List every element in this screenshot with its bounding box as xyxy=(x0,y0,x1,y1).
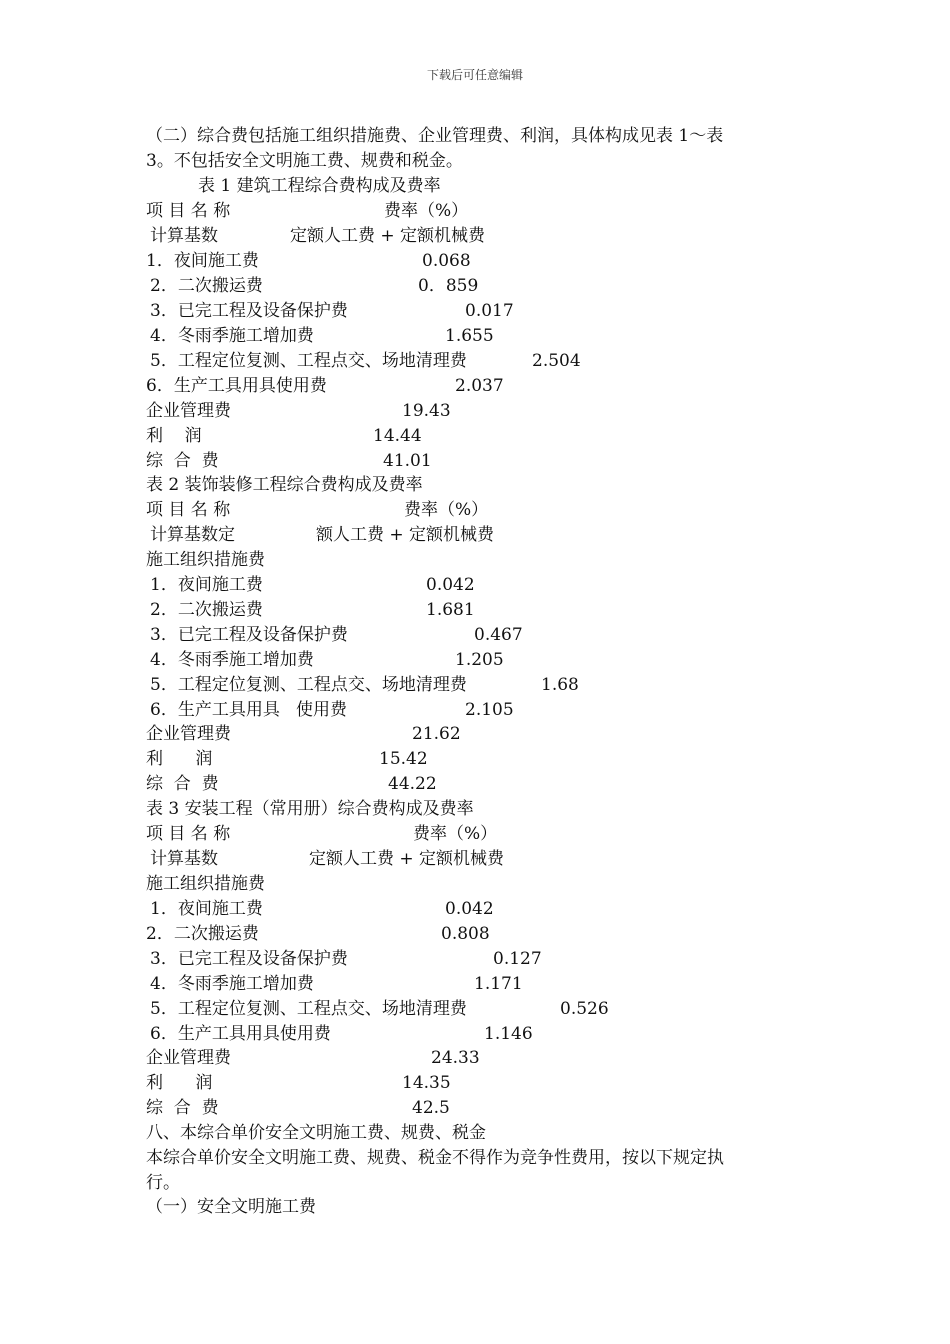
table3-row-rate: 0.526 xyxy=(560,999,609,1019)
table1-row-rate: 2.037 xyxy=(455,376,504,396)
table1-col-rate: 费率（%） xyxy=(384,201,469,221)
table3-col-rate: 费率（%） xyxy=(413,824,498,844)
table1-row-name: 4．冬雨季施工增加费 xyxy=(150,326,314,346)
table2-row-name: 综 合 费 xyxy=(146,774,219,794)
table3-row-name: 综 合 费 xyxy=(146,1098,219,1118)
table1-row-rate: 2.504 xyxy=(532,351,581,371)
table1-col-name: 项 目 名 称 xyxy=(146,201,231,221)
table1-row-name: 1．夜间施工费 xyxy=(146,251,259,271)
table3-row-rate: 42.5 xyxy=(412,1098,450,1118)
table1-base-value: 定额人工费 + 定额机械费 xyxy=(290,226,486,246)
table1-title: 表 1 建筑工程综合费构成及费率 xyxy=(198,176,441,196)
table3-base-label: 计算基数 xyxy=(150,849,218,869)
table3-row-name: 企业管理费 xyxy=(146,1048,231,1068)
table1-base-label: 计算基数 xyxy=(150,226,218,246)
table1-row-name: 企业管理费 xyxy=(146,401,231,421)
table1-row-rate: 0.017 xyxy=(465,301,514,321)
table3-title: 表 3 安装工程（常用册）综合费构成及费率 xyxy=(146,799,474,819)
table1-row-rate: 19.43 xyxy=(402,401,451,421)
table2-row-rate: 1.68 xyxy=(541,675,579,695)
intro-line-2: 3。不包括安全文明施工费、规费和税金。 xyxy=(146,151,463,171)
table2-row-name: 5．工程定位复测、工程点交、场地清理费 xyxy=(150,675,467,695)
table2-base-value: 额人工费 + 定额机械费 xyxy=(316,525,495,545)
table3-row-name: 2．二次搬运费 xyxy=(146,924,259,944)
section8-para-line-2: 行。 xyxy=(146,1173,180,1193)
table1-row-rate: 0．859 xyxy=(418,276,479,296)
table2-row-rate: 15.42 xyxy=(379,749,428,769)
table3-row-rate: 1.171 xyxy=(474,974,523,994)
table2-row-name: 3．已完工程及设备保护费 xyxy=(150,625,348,645)
table3-row-rate: 0.127 xyxy=(493,949,542,969)
table3-row-rate: 0.042 xyxy=(445,899,494,919)
table2-row-name: 利 润 xyxy=(146,749,213,769)
table3-row-rate: 14.35 xyxy=(402,1073,451,1093)
page-header: 下载后可任意编辑 xyxy=(426,68,523,82)
table1-row-name: 5．工程定位复测、工程点交、场地清理费 xyxy=(150,351,467,371)
table2-row-rate: 0.467 xyxy=(474,625,523,645)
table2-title: 表 2 装饰装修工程综合费构成及费率 xyxy=(146,475,423,495)
table3-row-name: 3．已完工程及设备保护费 xyxy=(150,949,348,969)
table1-row-rate: 41.01 xyxy=(383,451,432,471)
table2-row-rate: 1.681 xyxy=(426,600,475,620)
table2-row-name: 1．夜间施工费 xyxy=(150,575,263,595)
table1-row-rate: 14.44 xyxy=(373,426,422,446)
table3-row-rate: 24.33 xyxy=(431,1048,480,1068)
table2-row-rate: 0.042 xyxy=(426,575,475,595)
table3-col-name: 项 目 名 称 xyxy=(146,824,231,844)
table2-col-rate: 费率（%） xyxy=(404,500,489,520)
table3-row-name: 1．夜间施工费 xyxy=(150,899,263,919)
table3-row-rate: 1.146 xyxy=(484,1024,533,1044)
table1-row-name: 综 合 费 xyxy=(146,451,219,471)
table2-row-name: 4．冬雨季施工增加费 xyxy=(150,650,314,670)
table1-row-name: 2．二次搬运费 xyxy=(150,276,263,296)
table2-row-name: 6．生产工具用具 使用费 xyxy=(150,700,348,720)
table3-group: 施工组织措施费 xyxy=(146,874,265,894)
table1-row-name: 利 润 xyxy=(146,426,202,446)
table3-row-name: 4．冬雨季施工增加费 xyxy=(150,974,314,994)
table2-group: 施工组织措施费 xyxy=(146,550,265,570)
table1-row-rate: 1.655 xyxy=(445,326,494,346)
table2-row-rate: 44.22 xyxy=(388,774,437,794)
table2-row-name: 2．二次搬运费 xyxy=(150,600,263,620)
table3-row-name: 利 润 xyxy=(146,1073,213,1093)
table2-col-name: 项 目 名 称 xyxy=(146,500,231,520)
table2-row-rate: 2.105 xyxy=(465,700,514,720)
table2-base-label: 计算基数定 xyxy=(150,525,235,545)
section8-sub1-heading: （一）安全文明施工费 xyxy=(146,1197,316,1217)
intro-line-1: （二）综合费包括施工组织措施费、企业管理费、利润，具体构成见表 1～表 xyxy=(146,126,724,146)
section8-heading: 八、本综合单价安全文明施工费、规费、税金 xyxy=(146,1123,486,1143)
table1-row-name: 6．生产工具用具使用费 xyxy=(146,376,327,396)
table1-row-rate: 0.068 xyxy=(422,251,471,271)
table1-row-name: 3．已完工程及设备保护费 xyxy=(150,301,348,321)
table3-row-name: 6．生产工具用具使用费 xyxy=(150,1024,331,1044)
table3-row-name: 5．工程定位复测、工程点交、场地清理费 xyxy=(150,999,467,1019)
section8-para-line-1: 本综合单价安全文明施工费、规费、税金不得作为竞争性费用，按以下规定执 xyxy=(146,1148,724,1168)
table3-base-value: 定额人工费 + 定额机械费 xyxy=(309,849,505,869)
table2-row-rate: 1.205 xyxy=(455,650,504,670)
table2-row-name: 企业管理费 xyxy=(146,724,231,744)
table2-row-rate: 21.62 xyxy=(412,724,461,744)
table3-row-rate: 0.808 xyxy=(441,924,490,944)
